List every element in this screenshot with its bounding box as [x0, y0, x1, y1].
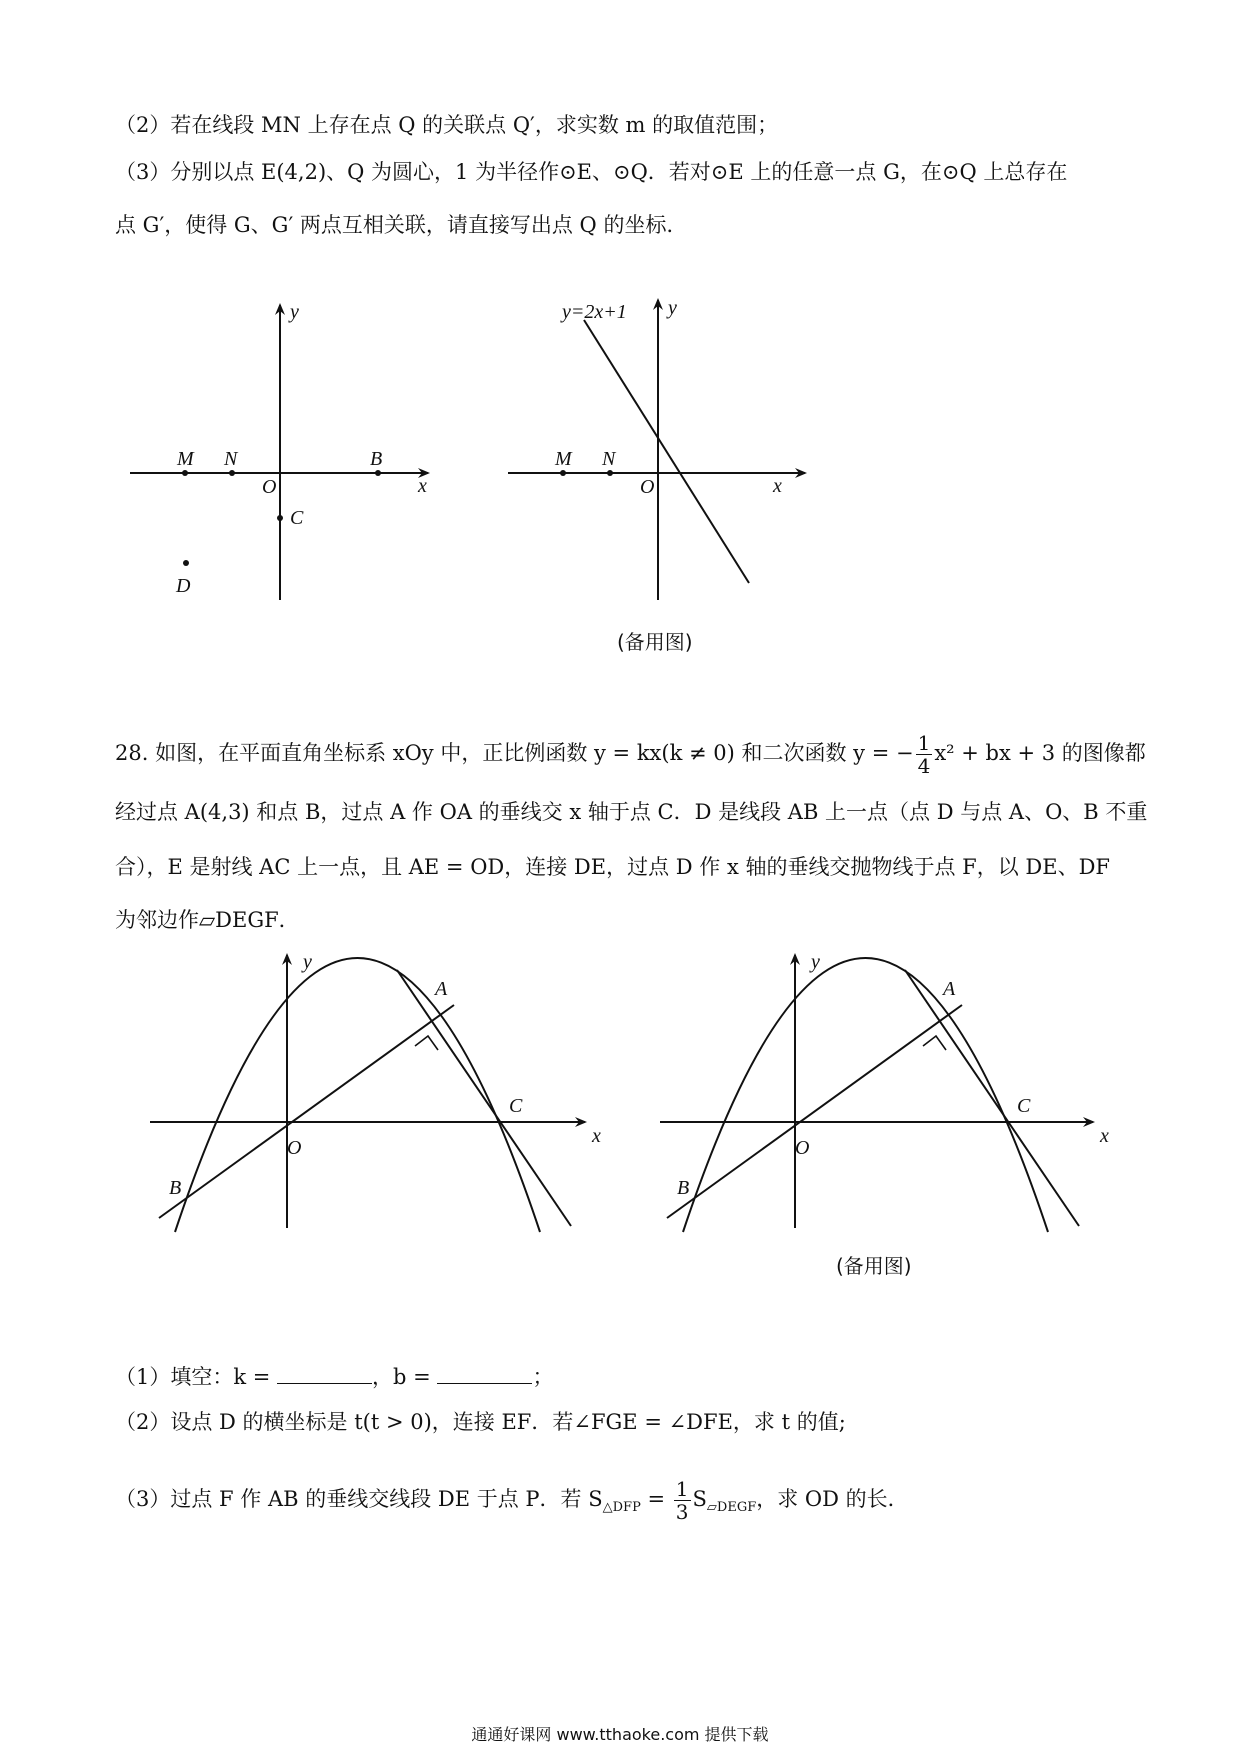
- point-b-label: B: [169, 1177, 182, 1199]
- point-m-label: M: [555, 448, 572, 470]
- point-c-label: C: [290, 507, 304, 529]
- point-b-label: B: [677, 1177, 690, 1199]
- q27-part3-line1: （3）分别以点 E(4,2)、Q 为圆心，1 为半径作⊙E、⊙Q．若对⊙E 上的任意一点 G，在⊙Q 上总存在: [115, 160, 1068, 184]
- y-label: y: [290, 301, 299, 323]
- q28-sub1-a: （1）填空：k =: [115, 1365, 271, 1389]
- x-label: x: [418, 475, 427, 497]
- point-d-label: D: [176, 575, 191, 597]
- page-footer: 通通好课网 www.tthaoke.com 提供下载: [471, 1725, 769, 1744]
- q28-line1-a: 28. 如图，在平面直角坐标系 xOy 中，正比例函数 y = kx(k ≠ 0) 和二次函数 y = −: [115, 741, 914, 765]
- line-ob: [667, 1005, 962, 1218]
- q28-sub1-b: ，b =: [372, 1365, 431, 1389]
- answer-blank-b[interactable]: [437, 1365, 532, 1384]
- q28-sub1: [115, 1362, 553, 1392]
- fraction-numerator: 1: [917, 731, 931, 755]
- q27-part2: （2）若在线段 MN 上存在点 Q 的关联点 Q′，求实数 m 的取值范围；: [115, 113, 779, 137]
- q28-sub3-eq: =: [647, 1487, 666, 1511]
- origin-label: O: [287, 1137, 302, 1159]
- answer-blank-k[interactable]: [277, 1365, 372, 1384]
- q28-sub3-subscript2: ▱DEGF: [706, 1500, 757, 1516]
- right-angle-mark: [923, 1036, 946, 1050]
- q27-backup-caption: (备用图): [617, 630, 693, 654]
- q28-sub1-c: ；: [532, 1365, 554, 1389]
- q28-sub3-a: （3）过点 F 作 AB 的垂线交线段 DE 于点 P．若 S: [115, 1487, 603, 1511]
- q27-part3-line2: 点 G′，使得 G、G′ 两点互相关联，请直接写出点 Q 的坐标．: [115, 213, 688, 237]
- point-m-label: M: [177, 448, 194, 470]
- line-equation-label: y=2x+1: [562, 301, 627, 323]
- q28-sub3: [115, 1478, 909, 1523]
- line-ob: [159, 1005, 454, 1218]
- q28-backup-caption: (备用图): [836, 1254, 912, 1278]
- y-label: y: [668, 297, 677, 319]
- origin-label: O: [640, 476, 655, 498]
- origin-label: O: [795, 1137, 810, 1159]
- point-a-label: A: [435, 978, 448, 1000]
- point-b-label: B: [370, 448, 383, 470]
- fraction-denominator: 4: [917, 754, 931, 778]
- q28-sub3-c: ，求 OD 的长．: [756, 1487, 909, 1511]
- q28-line4: 为邻边作▱DEGF．: [115, 908, 300, 932]
- q28-line1-b: x² + bx + 3 的图像都: [934, 741, 1146, 765]
- line-ac: [905, 970, 1079, 1226]
- q28-sub2: （2）设点 D 的横坐标是 t(t > 0)，连接 EF．若∠FGE = ∠DFE，求 t 的值;: [115, 1410, 846, 1434]
- point-n-label: N: [224, 448, 238, 470]
- q28-sub3-subscript1: △DFP: [602, 1500, 641, 1516]
- origin-label: O: [262, 476, 277, 498]
- point-c-label: C: [509, 1095, 523, 1117]
- q28-line3: 合），E 是射线 AC 上一点，且 AE = OD，连接 DE，过点 D 作 x 轴的垂线交抛物线于点 F，以 DE、DF: [115, 855, 1110, 879]
- point-a-label: A: [943, 978, 956, 1000]
- q28-figure-main: [150, 951, 601, 1232]
- q28-line2: 经过点 A(4,3) 和点 B，过点 A 作 OA 的垂线交 x 轴于点 C．D 是线段 AB 上一点（点 D 与点 A、O、B 不重: [115, 800, 1148, 824]
- x-label: x: [592, 1125, 601, 1147]
- point-c-label: C: [1017, 1095, 1031, 1117]
- fraction-numerator: 1: [675, 1477, 689, 1501]
- y-label: y: [811, 951, 820, 973]
- right-angle-mark: [415, 1036, 438, 1050]
- q28-sub3-b: S: [692, 1487, 707, 1511]
- parabola: [683, 958, 1048, 1232]
- q28-figure-backup: [660, 951, 1109, 1232]
- x-label: x: [773, 475, 782, 497]
- parabola: [175, 958, 540, 1232]
- y-label: y: [303, 951, 312, 973]
- fraction-one-third: [674, 1478, 691, 1523]
- x-label: x: [1100, 1125, 1109, 1147]
- fraction-denominator: 3: [675, 1500, 689, 1524]
- point-n-label: N: [602, 448, 616, 470]
- line-ac: [397, 970, 571, 1226]
